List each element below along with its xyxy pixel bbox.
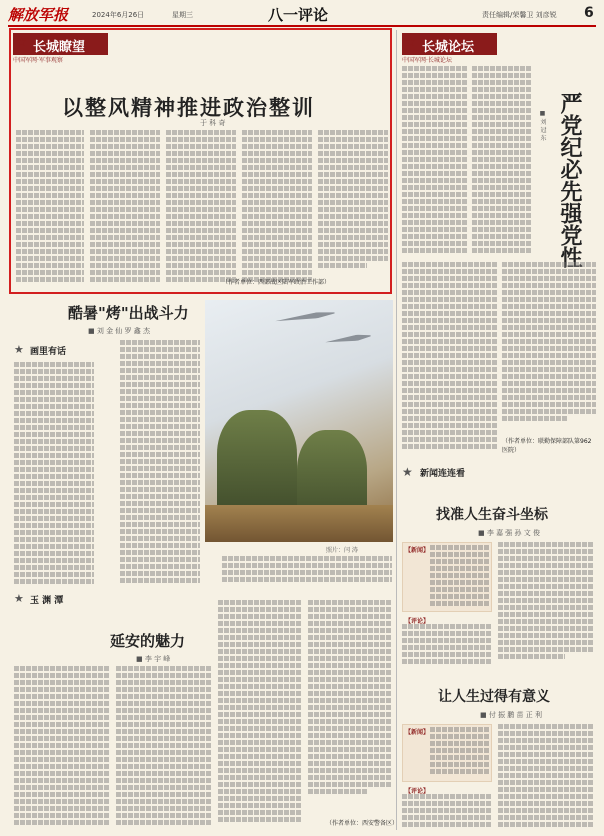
news-story2-col-1 <box>402 794 492 832</box>
news-story1-title: 找准人生奋斗坐标 <box>436 507 548 523</box>
star-icon: ★ <box>14 343 24 356</box>
essay-col-4 <box>308 600 392 814</box>
left-article-col-3 <box>166 130 236 288</box>
star-icon: ★ <box>16 35 27 49</box>
jet-illustration <box>325 331 372 347</box>
ground <box>205 505 393 542</box>
right-article-author: ■ 刘 冠 东 <box>539 110 546 141</box>
essay-col-3 <box>218 600 302 832</box>
right-article-col-3 <box>502 262 596 432</box>
page-number: 6 <box>584 5 594 21</box>
star-icon: ★ <box>405 35 416 49</box>
news-story1-col-1 <box>402 624 492 668</box>
masthead-weekday: 星期三 <box>172 11 193 19</box>
left-section-sub: 中国军网·军事观察 <box>13 57 63 64</box>
news-story1-author: ■ 李 嘉 强 孙 文 俊 <box>478 529 540 537</box>
feature-title: 酷暑"烤"出战斗力 <box>68 304 189 322</box>
right-section-tag <box>402 33 497 64</box>
news-story2-title: 让人生过得有意义 <box>438 689 550 705</box>
star-icon: ★ <box>402 465 413 479</box>
right-section-label: 长城论坛 <box>422 40 475 55</box>
column-divider <box>396 30 397 830</box>
news-story2-col-2 <box>498 724 594 832</box>
right-article-col-2 <box>402 262 497 452</box>
left-article-title: 以整风精神推进政治整训 <box>62 96 315 120</box>
right-article-title <box>553 92 583 268</box>
news-story1-label: 【新闻】 <box>405 547 430 554</box>
left-section-tag <box>13 33 108 64</box>
jet-illustration <box>275 308 336 326</box>
right-article-col-1a <box>402 66 468 256</box>
masthead-logo: 解放军报 <box>8 6 69 24</box>
feature-author: ■ 刘 金 仙 罗 鑫 杰 <box>88 327 150 335</box>
essay-col-2 <box>116 666 212 832</box>
left-article-col-1 <box>16 130 84 288</box>
masthead-date: 2024年6月26日 <box>92 11 145 19</box>
essay-col-1 <box>14 666 110 832</box>
feature-col-2 <box>120 340 200 590</box>
feature-section <box>14 343 94 359</box>
masthead <box>0 0 604 26</box>
right-article-col-1b <box>472 66 532 256</box>
essay-section-label: 玉 渊 潭 <box>30 596 64 606</box>
feature-col-3 <box>222 556 392 590</box>
left-article-author: 于 科 奇 <box>200 119 226 127</box>
news-section-label: 新闻连连看 <box>420 469 466 479</box>
news-story2-comment-label: 【评论】 <box>405 788 430 795</box>
feature-photo <box>205 300 393 542</box>
news-story2-author: ■ 付 振 鹏 苗 正 利 <box>480 711 542 719</box>
essay-source: （作者单位：西安警备区） <box>326 820 399 827</box>
left-article-col-2 <box>90 130 160 288</box>
editor-credit: 责任编辑/荣馨卫 刘彦锐 <box>482 11 557 19</box>
section-title: 八一评论 <box>268 6 329 24</box>
right-section-sub: 中国军网·长城论坛 <box>402 57 452 64</box>
essay-title: 延安的魅力 <box>110 632 186 650</box>
news-section <box>402 465 522 481</box>
left-article-col-5 <box>318 130 388 272</box>
left-section-label: 长城瞭望 <box>33 40 86 55</box>
feature-section-label: 画里有话 <box>30 347 67 357</box>
news-story2-callout-text <box>430 727 490 779</box>
essay-author: ■ 李 宇 峰 <box>136 655 171 663</box>
masthead-rule <box>8 25 596 27</box>
essay-section <box>14 592 114 608</box>
soldier-figure <box>217 410 297 520</box>
left-article-col-4 <box>242 130 312 288</box>
news-story1-comment-label: 【评论】 <box>405 618 430 625</box>
news-story1-callout-text <box>430 545 490 609</box>
news-story2-label: 【新闻】 <box>405 729 430 736</box>
star-icon: ★ <box>14 592 24 605</box>
left-article-source: （作者单位：西部战区陆军政治工作部） <box>222 279 331 286</box>
photo-credit: 照片：闫 涛 <box>326 547 358 554</box>
right-article-source: （作者单位：联勤保障部队第962医院） <box>502 438 592 454</box>
news-story1-col-2 <box>498 542 594 668</box>
right-article-title-text: 严党纪必先强党性 <box>557 92 582 268</box>
feature-col-1 <box>14 362 94 590</box>
